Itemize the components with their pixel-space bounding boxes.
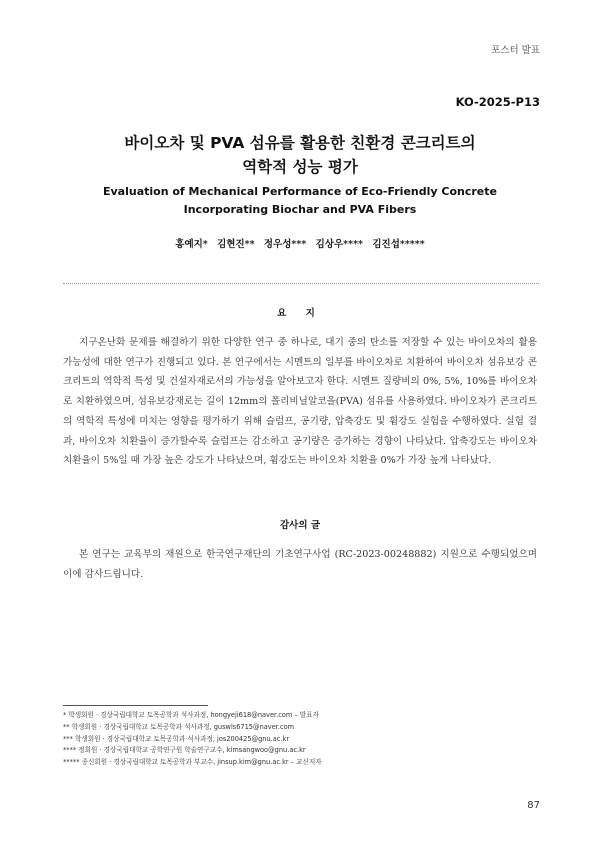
title-english-line-1: Evaluation of Mechanical Performance of Eco-Friendly Concrete bbox=[103, 185, 497, 198]
title-korean-line-2: 역학적 성능 평가 bbox=[242, 158, 358, 176]
footnote-4: **** 정회원 · 경상국립대학교 공학연구원 학술연구교수, kimsangwoo@gnu.ac.kr bbox=[63, 746, 306, 755]
paper-code: KO-2025-P13 bbox=[455, 95, 540, 109]
footnote-5: ***** 종신회원 · 경상국립대학교 토목공학과 부교수, jinsup.kim@gnu.ac.kr – 교신저자 bbox=[63, 758, 322, 767]
author-list bbox=[60, 236, 540, 250]
author-3: 정우성*** bbox=[263, 239, 307, 250]
title-english bbox=[60, 183, 540, 218]
author-1: 홍예지* bbox=[175, 239, 208, 250]
abstract-heading: 요 지 bbox=[277, 308, 323, 319]
title-english-line-2: Incorporating Biochar and PVA Fibers bbox=[183, 202, 417, 216]
title-korean bbox=[60, 131, 540, 179]
section-divider bbox=[63, 283, 539, 284]
footnote-1: * 학생회원 · 경상국립대학교 토목공학과 석사과정, hongyeji618@naver.com – 발표자 bbox=[63, 711, 319, 719]
abstract-body: 지구온난화 문제를 해결하기 위한 다양한 연구 중 하나로, 대기 중의 탄소를 저장할 수 있는 바이오차의 활용 가능성에 대한 연구가 진행되고 있다. 본 연구에서는 시멘트의 일부를 바이오차로 치환하여 바이오차 섬유보강 콘크리트의 역학적 특성 및 건설자재로서의 가능성을 알아보고자 한다. 시멘트 질량비의 0%, 5%, 10%를 바이오차로 치환하였으며, 섬유보강재로는 길이 12mm의 폴리비닐알코올(PVA) 섬유를 사용하였다. 바이오차가 콘크리트의 역학적 특성에 미치는 영향을 평가하기 위해 슬럼프, 공기량, 압축강도 및 휨강도 실험을 수행하였다. 실험 결과, 바이오차 치환율이 증가할수록 슬럼프는 감소하고 공기량은 증가하는 경향이 나타났다. 압축강도는 바이오차 치환율이 5%일 때 가장 높은 강도가 나타났으며, 휨강도는 바이오차 치환율 0%가 가장 높게 나타났다. bbox=[63, 337, 537, 467]
footnote-3: *** 학생회원 · 경상국립대학교 토목공학과 석사과정, jos200425@gnu.ac.kr bbox=[63, 734, 290, 743]
author-2: 김현진** bbox=[217, 239, 255, 250]
page-number: 87 bbox=[527, 800, 540, 811]
footnote-rule bbox=[63, 705, 208, 706]
author-5: 김진섭***** bbox=[372, 239, 425, 250]
acknowledgement-heading: 감사의 글 bbox=[279, 520, 320, 531]
footnotes bbox=[63, 710, 543, 769]
acknowledgement-body: 본 연구는 교육부의 재원으로 한국연구재단의 기초연구사업 (RC-2023-00248882) 지원으로 수행되었으며 이에 감사드립니다. bbox=[63, 549, 537, 580]
author-4: 김상우**** bbox=[315, 239, 364, 250]
footnote-2: ** 학생회원 · 경상국립대학교 토목공학과 석사과정, guswls6715@naver.com bbox=[63, 722, 295, 731]
title-korean-line-1: 바이오차 및 PVA 섬유를 활용한 친환경 콘크리트의 bbox=[124, 134, 476, 152]
section-tag: 포스터 발표 bbox=[491, 45, 540, 56]
